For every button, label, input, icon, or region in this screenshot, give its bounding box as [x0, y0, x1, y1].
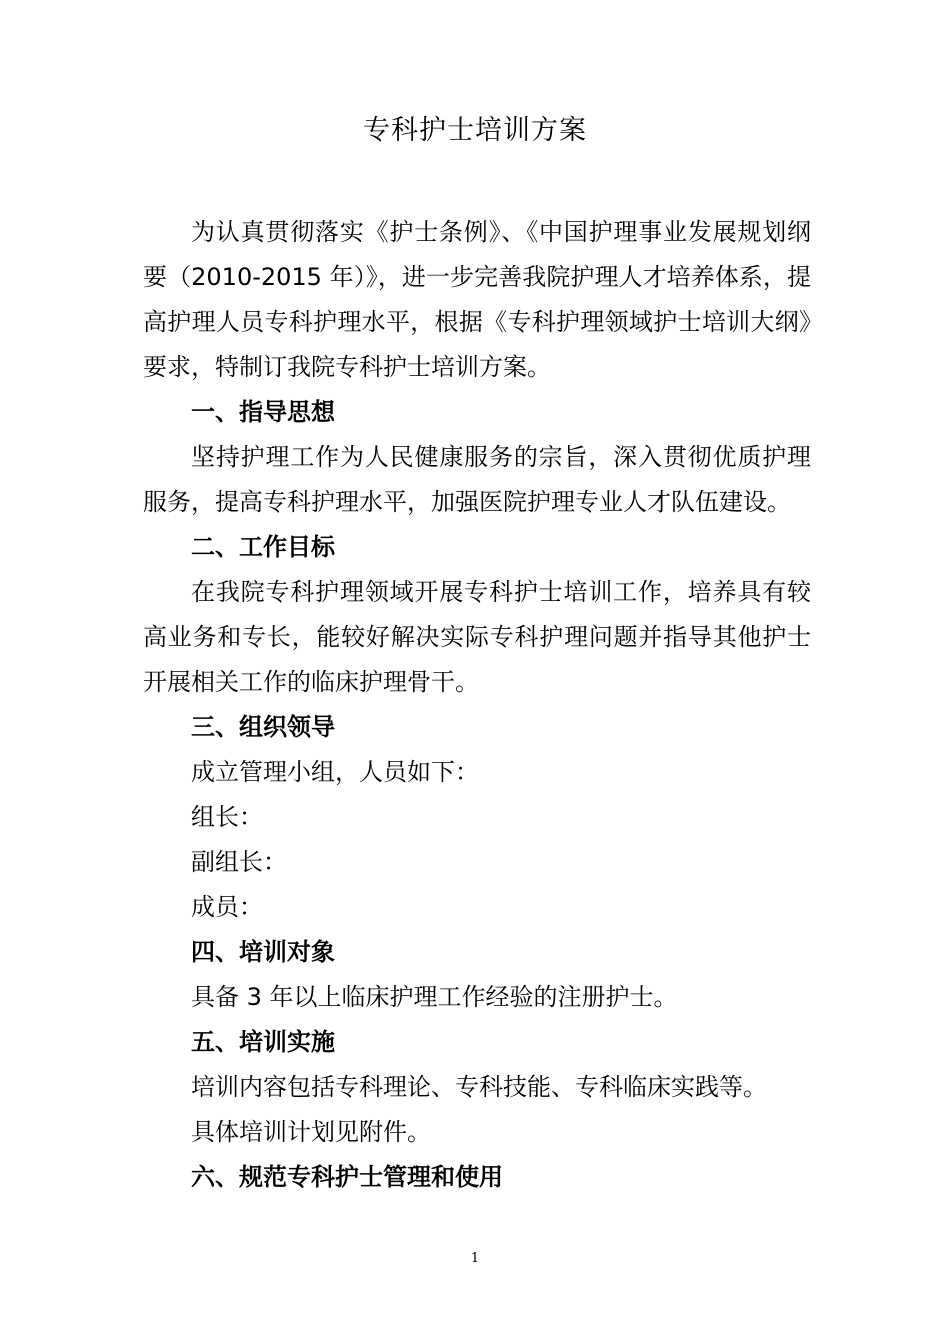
section-paragraph: 培训内容包括专科理论、专科技能、专科临床实践等。 — [191, 1073, 767, 1101]
section-heading-work-goals: 二、工作目标 — [191, 533, 335, 561]
deputy-leader-line: 副组长： — [191, 848, 287, 876]
team-leader-line: 组长： — [191, 803, 263, 831]
section-heading-management: 六、规范专科护士管理和使用 — [191, 1163, 503, 1191]
intro-paragraph: 为认真贯彻落实《护士条例》、《中国护理事业发展规划纲要（2010-2015 年）》，进一步完善我院护理人才培养体系，提高护理人员专科护理水平，根据《专科护理领域护士培训大纲》要求，特制订我院专科护士培训方案。 — [143, 218, 811, 381]
members-line: 成员： — [191, 893, 263, 921]
document-body — [143, 210, 811, 1200]
section-paragraph: 在我院专科护理领域开展专科护士培训工作，培养具有较高业务和专长，能较好解决实际专科护理问题并指导其他护士开展相关工作的临床护理骨干。 — [143, 578, 811, 696]
section-heading-guiding-ideology: 一、指导思想 — [191, 398, 335, 426]
section-paragraph: 坚持护理工作为人民健康服务的宗旨，深入贯彻优质护理服务，提高专科护理水平，加强医院护理专业人才队伍建设。 — [143, 443, 811, 516]
section-paragraph: 具体培训计划见附件。 — [191, 1118, 431, 1146]
document-title: 专科护士培训方案 — [363, 115, 587, 146]
page-number: 1 — [470, 1251, 480, 1266]
section-heading-implementation: 五、培训实施 — [191, 1028, 335, 1056]
section-paragraph: 具备 3 年以上临床护理工作经验的注册护士。 — [191, 983, 678, 1011]
section-paragraph: 成立管理小组，人员如下： — [191, 758, 479, 786]
section-heading-organization: 三、组织领导 — [191, 713, 335, 741]
section-heading-trainees: 四、培训对象 — [191, 938, 335, 966]
